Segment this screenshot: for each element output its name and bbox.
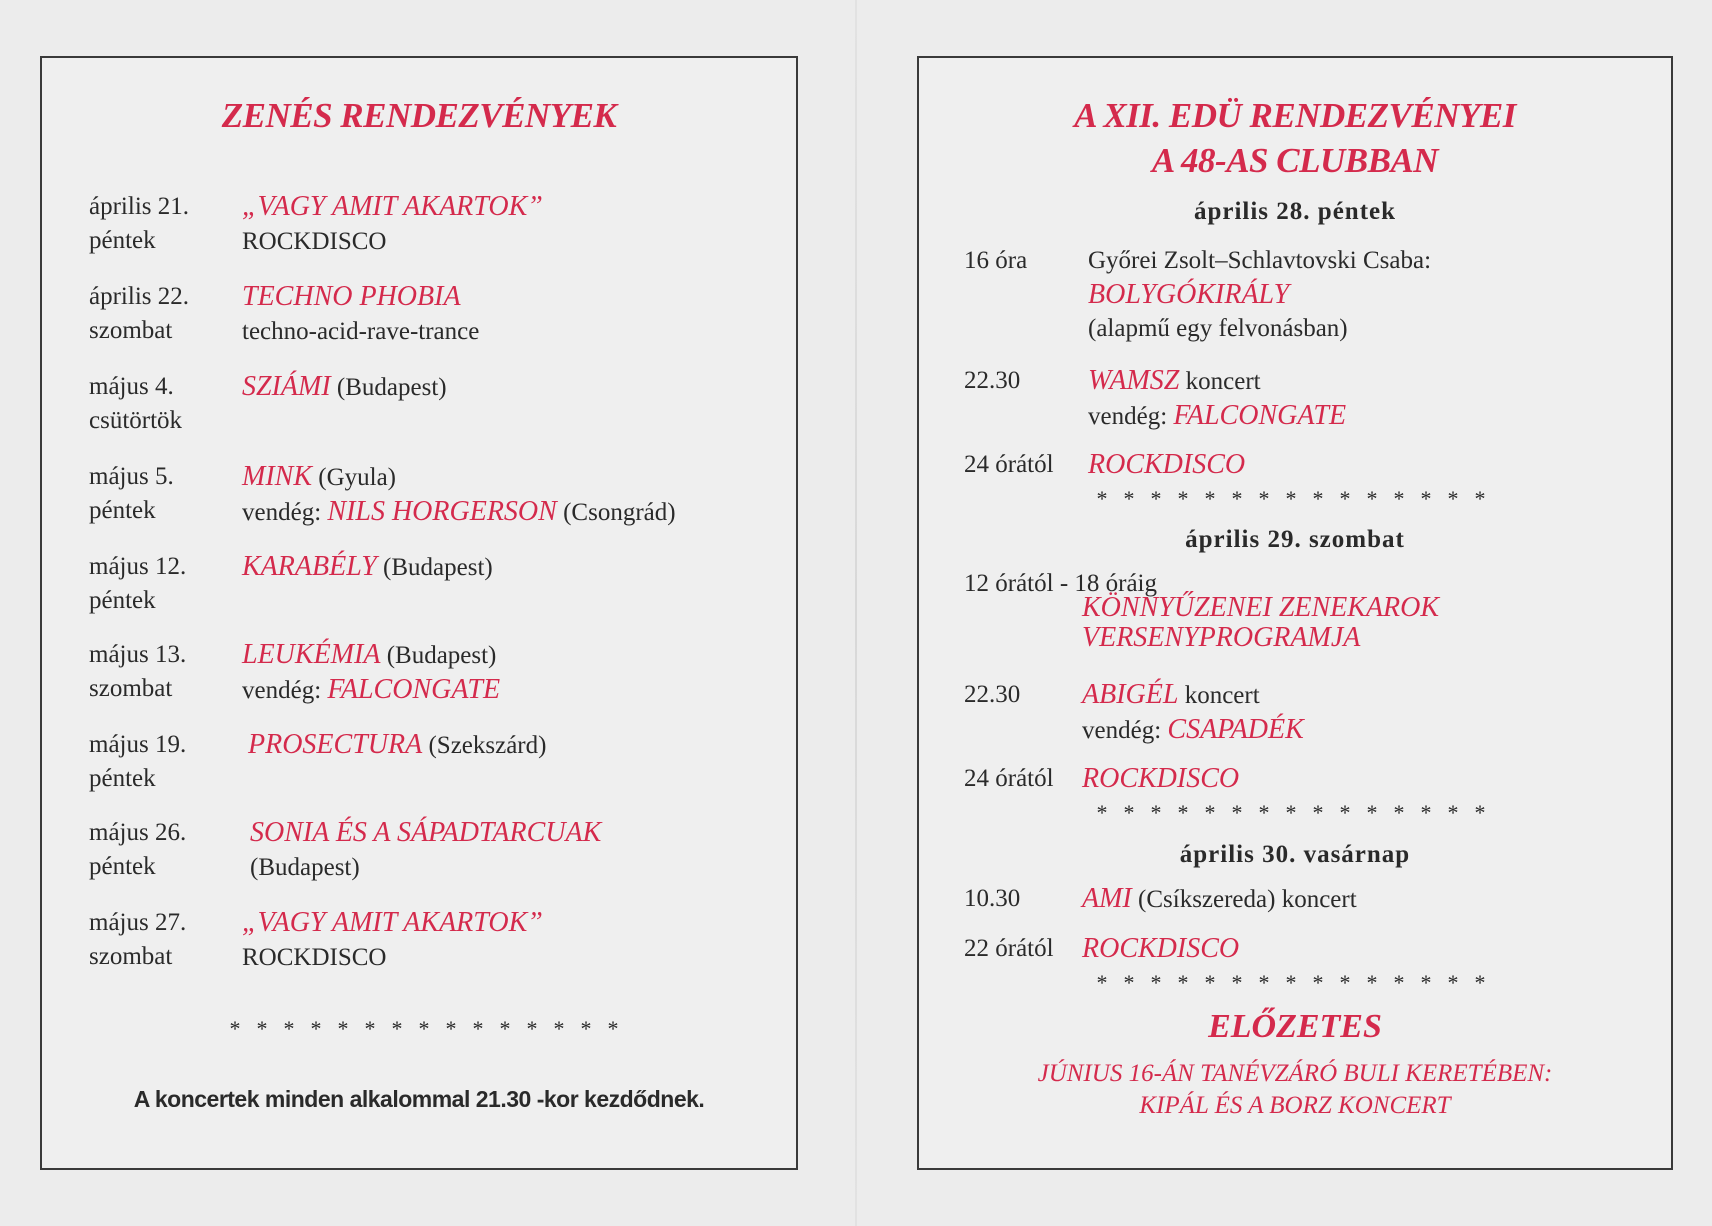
- program-desc: [1088, 448, 1648, 483]
- program-desc: [1082, 593, 1642, 653]
- event-date-day: április 21.: [89, 193, 189, 220]
- event-info: [248, 728, 808, 763]
- program-title: BOLYGÓKIRÁLY: [1088, 279, 1290, 310]
- event-date: [89, 460, 239, 528]
- band-name: MINK: [242, 461, 312, 492]
- event-date-day: május 19.: [89, 731, 187, 758]
- program-desc: [1082, 678, 1642, 748]
- day-heading-apr29: április 29. szombat: [1185, 526, 1405, 553]
- preview-heading: ELŐZETES: [1208, 1008, 1382, 1045]
- event-weekday: péntek: [89, 853, 156, 880]
- event-info: [242, 460, 802, 530]
- band-origin: (Gyula): [318, 464, 396, 491]
- event-date-day: május 13.: [89, 641, 187, 668]
- band-name: TECHNO PHOBIA: [242, 281, 461, 312]
- guest-label: vendég:: [1082, 717, 1162, 744]
- band-name: LEUKÉMIA: [242, 639, 381, 670]
- guest-label: vendég:: [1088, 403, 1168, 430]
- event-detail: techno-acid-rave-trance: [242, 318, 480, 345]
- event-date-day: május 26.: [89, 819, 187, 846]
- right-panel: [917, 56, 1673, 1170]
- left-panel: [40, 56, 798, 1170]
- event-info: [242, 906, 802, 975]
- event-date-day: május 12.: [89, 553, 187, 580]
- event-type: koncert: [1185, 368, 1261, 395]
- event-info: [242, 638, 802, 708]
- program-time: 10.30: [964, 885, 1021, 912]
- band-name: WAMSZ: [1088, 365, 1180, 396]
- program-time: 16 óra: [964, 247, 1028, 274]
- program-time: 22 órától: [964, 935, 1054, 962]
- program-desc: [1082, 932, 1642, 967]
- program-desc: [1082, 882, 1642, 917]
- program-desc: [1088, 364, 1648, 434]
- event-date: [89, 550, 239, 618]
- event-info: [250, 816, 810, 885]
- event-info: [242, 280, 802, 349]
- guest-label: vendég:: [242, 677, 322, 704]
- event-date-day: május 5.: [89, 463, 174, 490]
- right-title-line2: A 48-AS CLUBBAN: [1151, 141, 1439, 180]
- event-weekday: szombat: [89, 943, 173, 970]
- event-weekday: péntek: [89, 227, 156, 254]
- event-date: [89, 638, 239, 706]
- event-detail: (Budapest): [250, 854, 360, 881]
- band-name: ABIGÉL: [1082, 679, 1179, 710]
- program-time: 22.30: [964, 367, 1021, 394]
- band-name: PROSECTURA: [248, 729, 423, 760]
- program-time: 24 órától: [964, 765, 1054, 792]
- concert-start-note: A koncertek minden alkalommal 21.30 -kor kezdődnek.: [133, 1086, 705, 1112]
- stars-divider: ***************: [1096, 486, 1502, 511]
- event-info: [242, 190, 802, 259]
- band-name: SONIA ÉS A SÁPADTARCUAK: [250, 817, 602, 848]
- left-title: ZENÉS RENDEZVÉNYEK: [221, 96, 617, 135]
- band-origin: (Budapest): [383, 554, 493, 581]
- program-title: VERSENYPROGRAMJA: [1082, 622, 1361, 653]
- guest-band: NILS HORGERSON: [327, 496, 557, 527]
- program-time: 22.30: [964, 681, 1021, 708]
- program-author: Győrei Zsolt–Schlavtovski Csaba:: [1088, 247, 1432, 274]
- page-fold: [855, 0, 857, 1226]
- guest-band: FALCONGATE: [327, 674, 501, 705]
- program-time: 12 órától - 18 óráig: [964, 570, 1158, 597]
- event-date: [89, 906, 239, 974]
- event-date: [89, 370, 239, 438]
- event-weekday: csütörtök: [89, 407, 183, 434]
- band-name: ROCKDISCO: [1082, 933, 1240, 964]
- band-name: „VAGY AMIT AKARTOK”: [242, 191, 543, 222]
- band-name: KARABÉLY: [242, 551, 377, 582]
- event-weekday: péntek: [89, 587, 156, 614]
- event-info: [242, 370, 802, 405]
- program-desc: [1088, 244, 1648, 346]
- event-date: [89, 816, 239, 884]
- event-weekday: péntek: [89, 765, 156, 792]
- stars-divider: ***************: [1096, 970, 1502, 995]
- event-type: (Csíkszereda) koncert: [1138, 886, 1357, 913]
- stars-divider: ***************: [1096, 800, 1502, 825]
- band-name: „VAGY AMIT AKARTOK”: [242, 907, 543, 938]
- program-subtitle: (alapmű egy felvonásban): [1088, 315, 1348, 342]
- band-origin: (Budapest): [336, 374, 447, 401]
- band-origin: (Budapest): [386, 642, 497, 669]
- event-date: [89, 190, 239, 258]
- event-date: [89, 280, 239, 348]
- day-heading-apr30: április 30. vasárnap: [1179, 841, 1411, 868]
- event-detail: (Csongrád): [563, 499, 676, 526]
- guest-label: vendég:: [242, 499, 322, 526]
- event-info: [242, 550, 802, 585]
- day-heading-apr28: április 28. péntek: [1193, 198, 1397, 225]
- guest-band: FALCONGATE: [1173, 400, 1347, 431]
- event-weekday: szombat: [89, 675, 173, 702]
- event-date: [89, 728, 239, 796]
- event-date-day: április 22.: [89, 283, 189, 310]
- event-date-day: május 27.: [89, 909, 187, 936]
- band-origin: (Szekszárd): [428, 732, 547, 759]
- event-type: koncert: [1184, 682, 1260, 709]
- preview-line2: KIPÁL ÉS A BORZ KONCERT: [1139, 1092, 1451, 1119]
- event-detail: ROCKDISCO: [242, 228, 387, 255]
- band-name: SZIÁMI: [242, 371, 331, 402]
- event-weekday: szombat: [89, 317, 173, 344]
- left-stars-divider: ***************: [229, 1016, 635, 1041]
- band-name: AMI: [1082, 883, 1132, 914]
- guest-band: CSAPADÉK: [1167, 714, 1304, 745]
- event-date-day: május 4.: [89, 373, 174, 400]
- right-title-line1: A XII. EDÜ RENDEZVÉNYEI: [1074, 96, 1516, 135]
- event-weekday: péntek: [89, 497, 156, 524]
- program-desc: [1082, 762, 1642, 797]
- preview-line1: JÚNIUS 16-ÁN TANÉVZÁRÓ BULI KERETÉBEN:: [1037, 1060, 1553, 1087]
- band-name: ROCKDISCO: [1082, 763, 1240, 794]
- program-time: 24 órától: [964, 451, 1054, 478]
- band-name: ROCKDISCO: [1088, 449, 1246, 480]
- program-title: KÖNNYŰZENEI ZENEKAROK: [1082, 592, 1440, 623]
- event-detail: ROCKDISCO: [242, 944, 387, 971]
